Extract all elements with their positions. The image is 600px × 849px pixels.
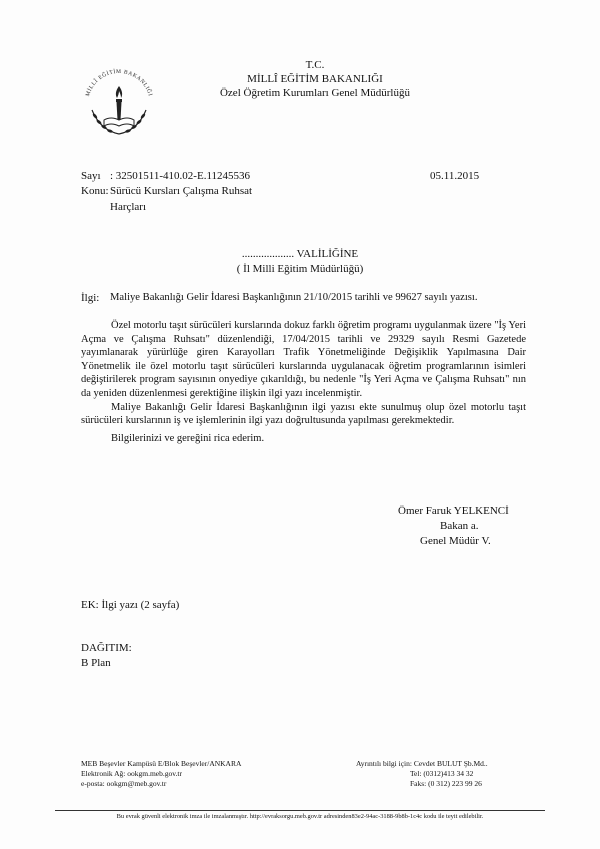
footer-address: MEB Beşevler Kampüsü E/Blok Beşevler/ANKARA: [81, 759, 242, 768]
ilgi-text: Maliye Bakanlığı Gelir İdaresi Başkanlığının 21/10/2015 tarihli ve 99627 sayılı yazısı.: [110, 292, 478, 303]
header-country: T.C.: [305, 59, 325, 71]
body-paragraph-3: Bilgilerinizi ve gereğini rica ederim.: [111, 432, 265, 444]
seal-text: MİLLÎ EĞİTİM BAKANLIĞI: [84, 68, 153, 98]
signatory-line2: Bakan a.: [440, 520, 479, 532]
header-directorate: Özel Öğretim Kurumları Genel Müdürlüğü: [219, 87, 410, 99]
signatory-title: Genel Müdür V.: [420, 535, 491, 547]
distribution-label: DAĞITIM:: [81, 642, 132, 654]
addressee-line2: ( İl Milli Eğitim Müdürlüğü): [236, 263, 364, 275]
footer-divider: [55, 810, 545, 811]
body-paragraph-2: Maliye Bakanlığı Gelir İdaresi Başkanlığının ilgi yazısı ekte sunulmuş olup özel motorlu taşıt sürücüleri kurslarının iş ve işlemlerinin ilgi yazı doğrultusunda yapılması gerekmektedir.: [81, 401, 526, 427]
document-date: 05.11.2015: [430, 170, 480, 182]
footer-tel: Tel: (0312)413 34 32: [410, 769, 474, 778]
header-ministry: MİLLÎ EĞİTİM BAKANLIĞI: [247, 73, 383, 85]
footer-email: e-posta: ookgm@meb.gov.tr: [81, 779, 167, 788]
sayi-label: Sayı: [81, 170, 101, 182]
body-paragraph-1: Özel motorlu taşıt sürücüleri kurslarında dokuz farklı öğretim programı uygulanmak üzere "İş Yeri Açma ve Çalışma Ruhsatı" düzenlendiği, 17/04/2015 tarihli ve 29329 sayılı Resmi Gazetede yayımlanarak yürürlüğe giren Karayolları Trafik Yönetmeliğinde Değişiklik Yapılmasına Dair Yönetmelik ile özel motorlu taşıt sürücüleri kurslarında uygulanacak öğretim programlarının isimleri değiştirilerek program sayısının onyediye çıkarıldığı, bu nedenle "İş Yeri Açma ve Çalışma Ruhsatı" nın da yeniden düzenlenmesi gerektiğine ilişkin ilgi yazı incelenmiştir.: [81, 320, 526, 399]
footer-contact: Ayrıntılı bilgi için: Cevdet BULUT Şb.Md..: [356, 759, 488, 768]
konu-value-line2: Harçları: [110, 201, 147, 213]
sayi-value: : 32501511-410.02-E.11245536: [110, 170, 251, 182]
signatory-name: Ömer Faruk YELKENCİ: [398, 505, 509, 517]
addressee-line1: ................... VALİLİĞİNE: [241, 248, 359, 260]
svg-text:MİLLÎ EĞİTİM BAKANLIĞI: [85, 68, 154, 97]
ilgi-label: İlgi:: [81, 292, 100, 304]
konu-label: Konu:: [81, 185, 109, 197]
footer-network: Elektronik Ağ: ookgm.meb.gov.tr: [81, 769, 182, 778]
verification-note: Bu evrak güvenli elektronik imza ile imzalanmıştır. http://evraksorgu.meb.gov.tr adresinden83e2-94ac-3188-9b8b-1c4c kodu ile teyit edilebilir.: [116, 813, 484, 820]
distribution-item: B Plan: [81, 657, 111, 669]
ministry-seal: [78, 60, 160, 142]
konu-value-line1: Sürücü Kursları Çalışma Ruhsat: [110, 185, 253, 197]
letter-body: [81, 319, 526, 445]
footer-fax: Faks: (0 312) 223 99 26: [410, 779, 482, 788]
attachment-note: EK: İlgi yazı (2 sayfa): [81, 599, 180, 611]
